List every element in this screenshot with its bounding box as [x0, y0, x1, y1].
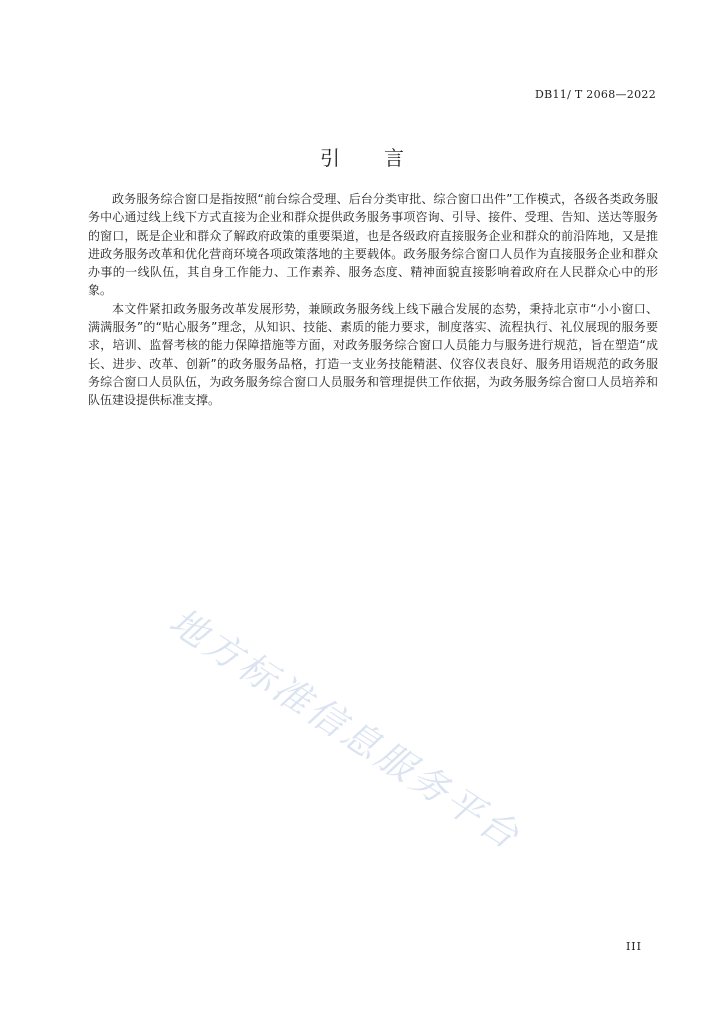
- introduction-body: [88, 190, 658, 410]
- page-title: [0, 142, 724, 171]
- page-number: III: [625, 940, 642, 953]
- title-char-2: 言: [384, 146, 404, 170]
- title-char-1: 引: [320, 146, 340, 170]
- paragraph-2: 本文件紧扣政务服务改革发展形势，兼顾政务服务线上线下融合发展的态势，秉持北京市“小小窗口、满满服务”的“贴心服务”理念，从知识、技能、素质的能力要求，制度落实、流程执行、礼仪展现的服务要求，培训、监督考核的能力保障措施等方面，对政务服务综合窗口人员能力与服务进行规范，旨在塑造“成长、进步、改革、创新”的政务服务品格，打造一支业务技能精湛、仪容仪表良好、服务用语规范的政务服务综合窗口人员队伍，为政务服务综合窗口人员服务和管理提供工作依据，为政务服务综合窗口人员培养和队伍建设提供标准支撑。: [88, 301, 658, 408]
- watermark: 地方标准信息服务平台: [161, 599, 529, 859]
- document-code: DB11/ T 2068—2022: [534, 88, 656, 101]
- paragraph-1: 政务服务综合窗口是指按照“前台综合受理、后台分类审批、综合窗口出件”工作模式，各级各类政务服务中心通过线上线下方式直接为企业和群众提供政务服务事项咨询、引导、接件、受理、告知、送达等服务的窗口，既是企业和群众了解政府政策的重要渠道，也是各级政府直接服务企业和群众的前沿阵地，又是推进政务服务改革和优化营商环境各项政策落地的主要载体。政务服务综合窗口人员作为直接服务企业和群众办事的一线队伍，其自身工作能力、工作素养、服务态度、精神面貌直接影响着政府在人民群众心中的形象。: [88, 192, 658, 298]
